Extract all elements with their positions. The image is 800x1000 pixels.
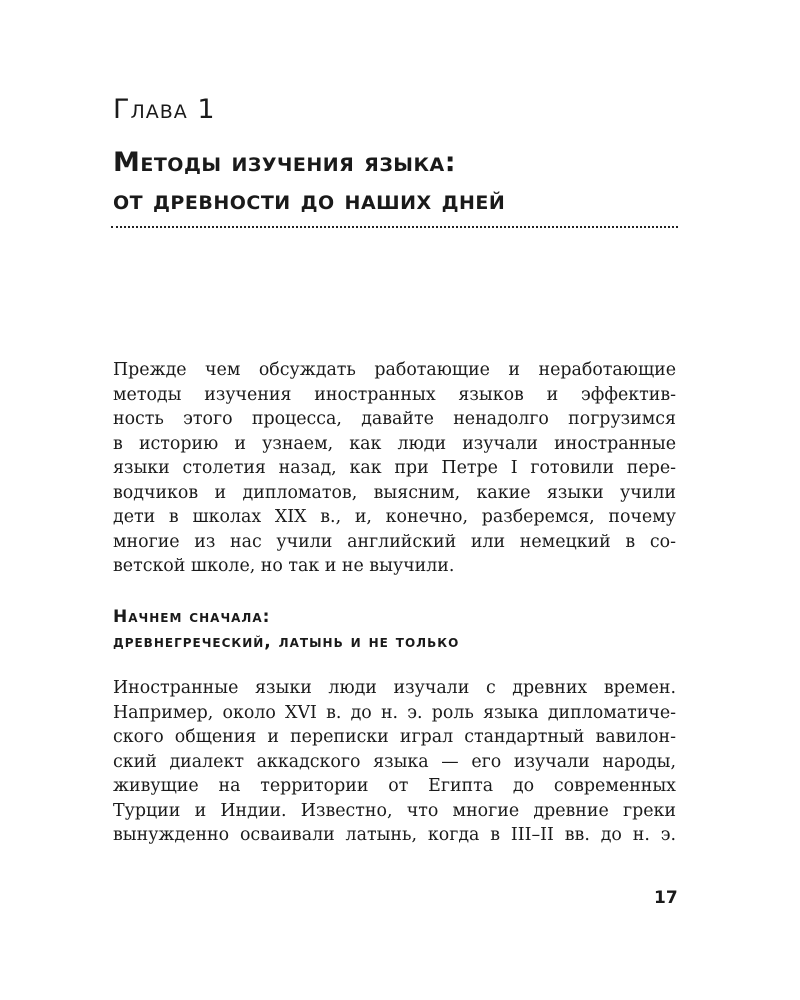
text-line: ность этого процесса, давайте ненадолго погрузимся	[113, 409, 676, 429]
section-heading-line: древнегреческий, латынь и не только	[113, 632, 460, 652]
chapter-label: Глава 1	[113, 94, 216, 125]
text-line: в историю и узнаем, как люди изучали иностранные	[113, 433, 676, 454]
section-heading-line: Начнем сначала:	[113, 607, 271, 627]
text-line: Прежде чем обсуждать работающие и неработающие	[113, 360, 676, 380]
text-line: языки столетия назад, как при Петре I готовили пере-	[113, 458, 676, 478]
text-line: дети в школах XIX в., и, конечно, разберемся, почему	[113, 507, 676, 527]
text-line: ского общения и переписки играл стандартный вавилон-	[113, 727, 676, 747]
text-line: Турции и Индии. Известно, что многие древние греки	[113, 800, 676, 821]
section-paragraph	[113, 676, 676, 848]
text-line: Иностранные языки люди изучали с древних времен.	[113, 678, 676, 698]
section-heading	[113, 605, 678, 655]
text-line: вынужденно осваивали латынь, когда в III–II вв. до н. э.	[113, 825, 676, 845]
chapter-title	[113, 144, 693, 220]
text-line: Например, около XVI в. до н. э. роль языка дипломатиче-	[113, 702, 676, 723]
text-line: ский диалект аккадского языка — его изучали народы,	[113, 751, 676, 772]
text-line: водчиков и дипломатов, выясним, какие языки учили	[113, 482, 676, 503]
text-line: многие из нас учили английский или немецкий в со-	[113, 531, 676, 552]
intro-paragraph	[113, 358, 676, 579]
chapter-title-line: Методы изучения языка:	[113, 147, 457, 178]
page-number: 17	[654, 888, 678, 908]
text-line: живущие на территории от Египта до современных	[113, 776, 676, 796]
dotted-divider	[111, 226, 678, 228]
text-line: ветской школе, но так и не выучили.	[113, 556, 455, 576]
text-line: методы изучения иностранных языков и эффектив-	[113, 384, 676, 405]
chapter-title-line: от древности до наших дней	[113, 185, 506, 216]
